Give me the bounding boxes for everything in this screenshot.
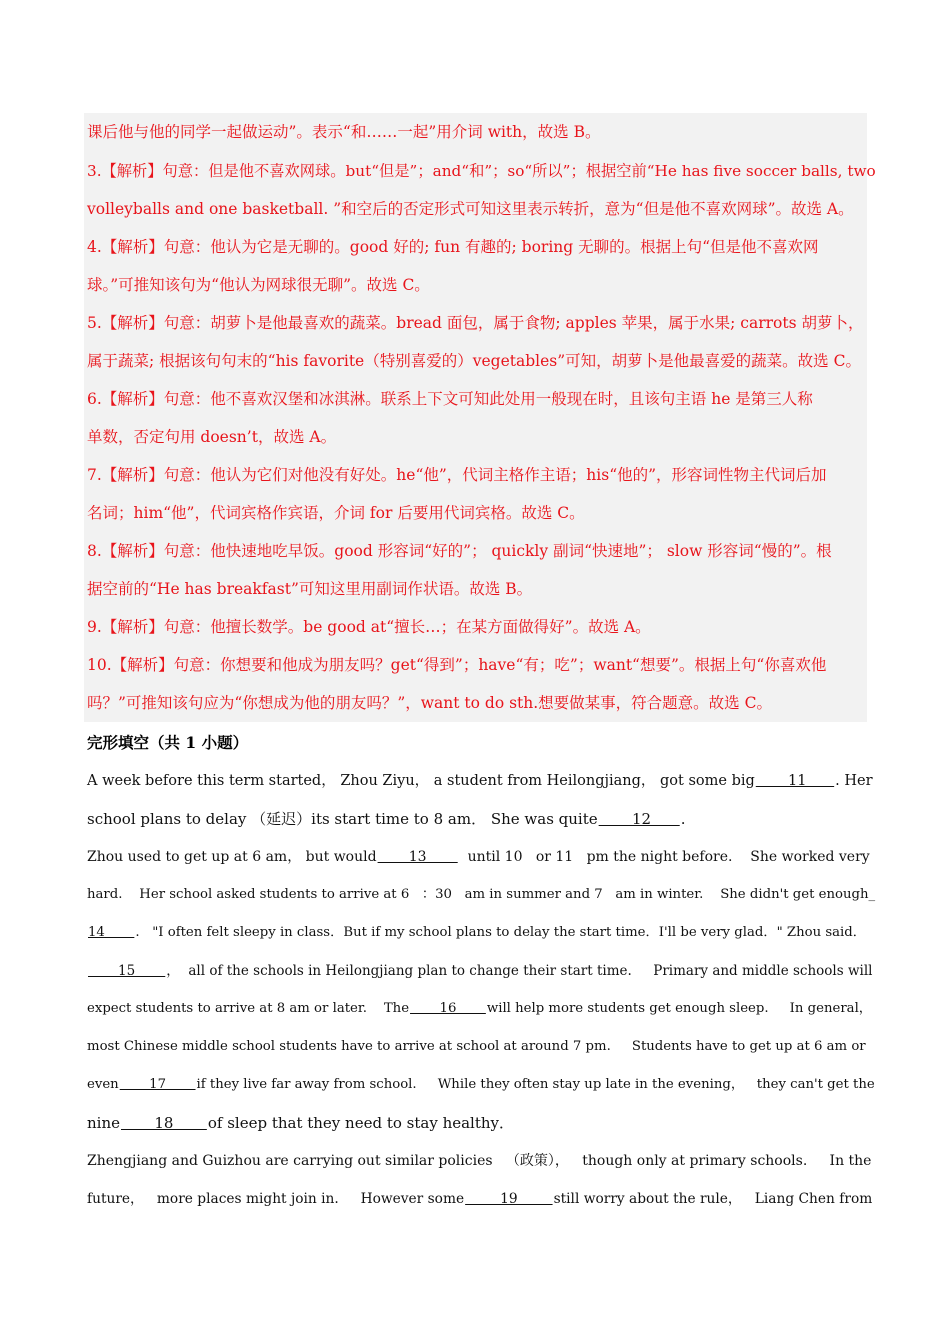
cloze-line (87, 1151, 877, 1171)
section-heading: 完形填空（共 1 小题） (87, 733, 249, 752)
analysis-line: 5.【解析】句意：胡萝卜是他最喜欢的蔬菜。bread 面包，属于食物; apples 苹果，属于水果; carrots 胡萝卜， (87, 314, 864, 332)
cloze-blank[interactable]: 18 (121, 1114, 207, 1132)
analysis-line: 8.【解析】句意：他快速地吃早饭。good 形容词“好的”； quickly 副词“快速地”； slow 形容词“慢的”。根 (87, 542, 832, 560)
analysis-line: 课后他与他的同学一起做运动”。表示“和……一起”用介词 with，故选 B。 (87, 123, 601, 141)
cloze-text: expect students to arrive at 8 am or later. The (87, 1001, 410, 1016)
cloze-blank[interactable]: 19 (465, 1191, 553, 1207)
analysis-line: volleyballs and one basketball. ”和空后的否定形式可知这里表示转折，意为“但是他不喜欢网球”。故选 A。 (87, 200, 854, 218)
cloze-text: most Chinese middle school students have to arrive at school at around 7 pm. Students have to get up at 6 am or (87, 1039, 866, 1054)
cloze-line (87, 1189, 877, 1209)
cloze-line (87, 809, 877, 829)
cloze-text: hard. Her school asked students to arrive at 6 ：30 am in summer and 7 am in winter. She didn't get enough_ (87, 887, 876, 902)
cloze-blank[interactable]: 12 (598, 810, 680, 828)
analysis-line: 9.【解析】句意：他擅长数学。be good at“擅长…；在某方面做得好”。故选 A。 (87, 618, 651, 636)
analysis-line: 据空前的“He has breakfast”可知这里用副词作状语。故选 B。 (87, 580, 533, 598)
cloze-text: ， all of the schools in Heilongjiang plan to change their start time. Primary and middle schools will (166, 963, 873, 979)
cloze-text: . (680, 810, 686, 828)
analysis-line: 单数，否定句用 doesn’t，故选 A。 (87, 428, 337, 446)
cloze-line (87, 885, 877, 905)
cloze-text: future， more places might join in. However some (87, 1191, 465, 1207)
cloze-blank[interactable]: 17 (119, 1077, 196, 1092)
cloze-text: A week before this term started， Zhou Ziyu， a student from Heilongjiang， got some big (87, 773, 755, 789)
cloze-line (87, 961, 877, 981)
cloze-blank[interactable]: 11 (755, 773, 835, 789)
cloze-line (87, 923, 877, 943)
analysis-line: 名词；him“他”，代词宾格作宾语，介词 for 后要用代词宾格。故选 C。 (87, 504, 585, 522)
analysis-line: 属于蔬菜; 根据该句句末的“his favorite（特别喜爱的）vegetables”可知，胡萝卜是他最喜爱的蔬菜。故选 C。 (87, 352, 861, 370)
cloze-text: Zhou used to get up at 6 am， but would (87, 849, 377, 865)
cloze-line (87, 1113, 877, 1133)
cloze-line (87, 1037, 877, 1057)
cloze-blank[interactable]: 14 (88, 925, 135, 940)
cloze-line (87, 847, 877, 867)
cloze-text: . "I often felt sleepy in class．But if my school plans to delay the start time．I'll be very glad．" Zhou said． (135, 925, 867, 940)
cloze-line (87, 771, 877, 791)
analysis-line: 10.【解析】句意：你想要和他成为朋友吗？get“得到”；have“有；吃”；want“想要”。根据上句“你喜欢他 (87, 656, 827, 674)
cloze-text: will help more students get enough sleep. In general， (486, 1001, 873, 1016)
cloze-text: if they live far away from school. While they often stay up late in the evening， they can't get the (196, 1077, 875, 1092)
cloze-text: . Her (835, 773, 873, 789)
analysis-line: 3.【解析】句意：但是他不喜欢网球。but“但是”；and“和”；so“所以”；根据空前“He has five soccer balls, two (87, 162, 876, 180)
cloze-text: until 10 or 11 pm the night before. She worked very (458, 849, 870, 865)
cloze-blank[interactable]: 16 (410, 1001, 486, 1016)
cloze-blank[interactable]: 13 (377, 849, 458, 865)
cloze-text: school plans to delay （延迟）its start time to 8 am． She was quite (87, 810, 598, 828)
cloze-line (87, 999, 877, 1019)
cloze-text: of sleep that they need to stay healthy． (207, 1114, 515, 1132)
cloze-text: still worry about the rule， Liang Chen from (553, 1191, 873, 1207)
analysis-line: 4.【解析】句意：他认为它是无聊的。good 好的; fun 有趣的; boring 无聊的。根据上句“但是他不喜欢网 (87, 238, 819, 256)
cloze-line (87, 1075, 877, 1095)
cloze-blank[interactable]: 15 (88, 963, 166, 979)
cloze-text: even (87, 1077, 119, 1092)
analysis-line: 球。”可推知该句为“他认为网球很无聊”。故选 C。 (87, 276, 430, 294)
cloze-text: nine (87, 1114, 120, 1132)
analysis-line: 吗？”可推知该句应为“你想成为他的朋友吗？”，want to do sth.想要做某事，符合题意。故选 C。 (87, 694, 772, 712)
cloze-text: Zhengjiang and Guizhou are carrying out similar policies （政策）， though only at primary schools. In the (87, 1153, 872, 1169)
analysis-line: 6.【解析】句意：他不喜欢汉堡和冰淇淋。联系上下文可知此处用一般现在时，且该句主语 he 是第三人称 (87, 390, 813, 408)
analysis-line: 7.【解析】句意：他认为它们对他没有好处。he“他”，代词主格作主语；his“他的”，形容词性物主代词后加 (87, 466, 827, 484)
